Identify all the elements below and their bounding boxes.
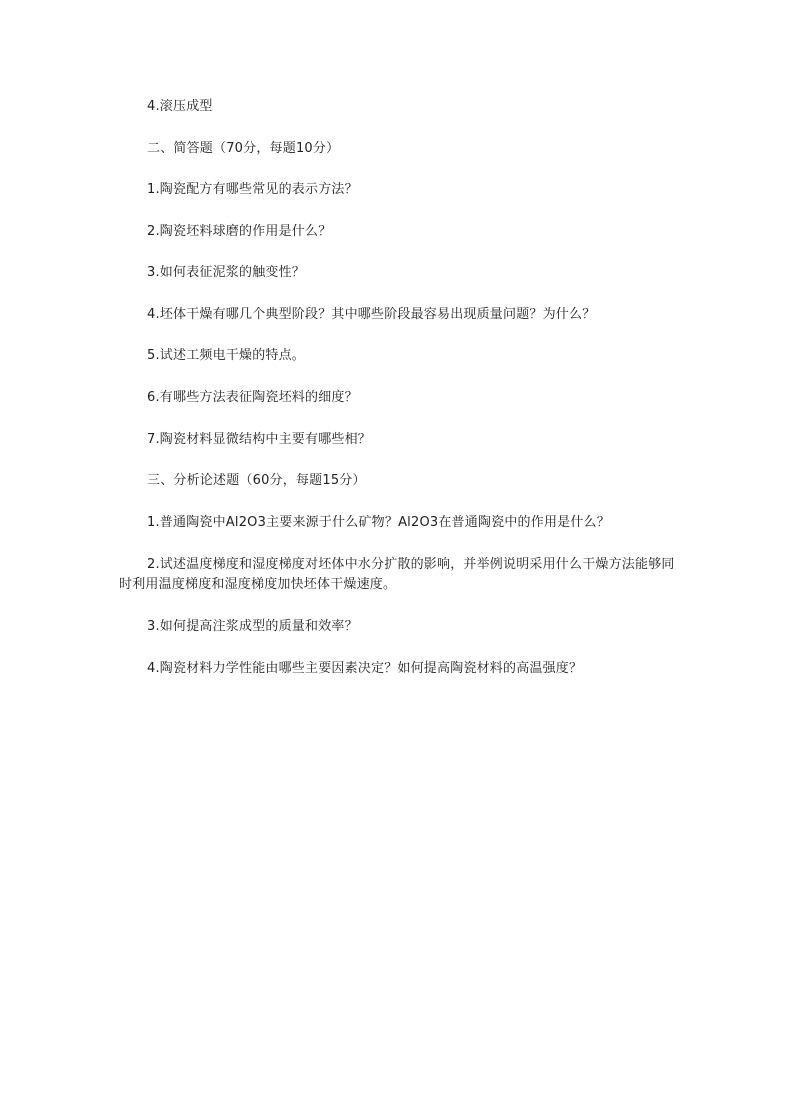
question-item: 1.陶瓷配方有哪些常见的表示方法？ <box>147 182 358 197</box>
section-heading: 二、简答题（70分，每题10分） <box>147 141 340 156</box>
question-item: 6.有哪些方法表征陶瓷坯料的细度？ <box>147 390 358 405</box>
question-item: 4.陶瓷材料力学性能由哪些主要因素决定？如何提高陶瓷材料的高温强度？ <box>147 661 583 676</box>
question-item: 4.滚压成型 <box>147 99 213 114</box>
question-item: 5.试述工频电干燥的特点。 <box>147 348 306 363</box>
question-item: 2.陶瓷坯料球磨的作用是什么？ <box>147 224 332 239</box>
question-item: 3.如何提高注浆成型的质量和效率？ <box>147 619 358 634</box>
section-heading: 三、分析论述题（60分，每题15分） <box>147 473 366 488</box>
question-item: 3.如何表征泥浆的触变性？ <box>147 265 306 280</box>
question-item: 1.普通陶瓷中Al2O3主要来源于什么矿物？Al2O3在普通陶瓷中的作用是什么？ <box>147 515 610 530</box>
question-item: 7.陶瓷材料显微结构中主要有哪些相？ <box>147 432 372 447</box>
question-item: 4.坯体干燥有哪几个典型阶段？其中哪些阶段最容易出现质量问题？为什么？ <box>147 307 596 322</box>
question-item: 2.试述温度梯度和湿度梯度对坯体中水分扩散的影响，并举例说明采用什么干燥方法能够同时利用温度梯度和湿度梯度加快坯体干燥速度。 <box>119 557 675 592</box>
